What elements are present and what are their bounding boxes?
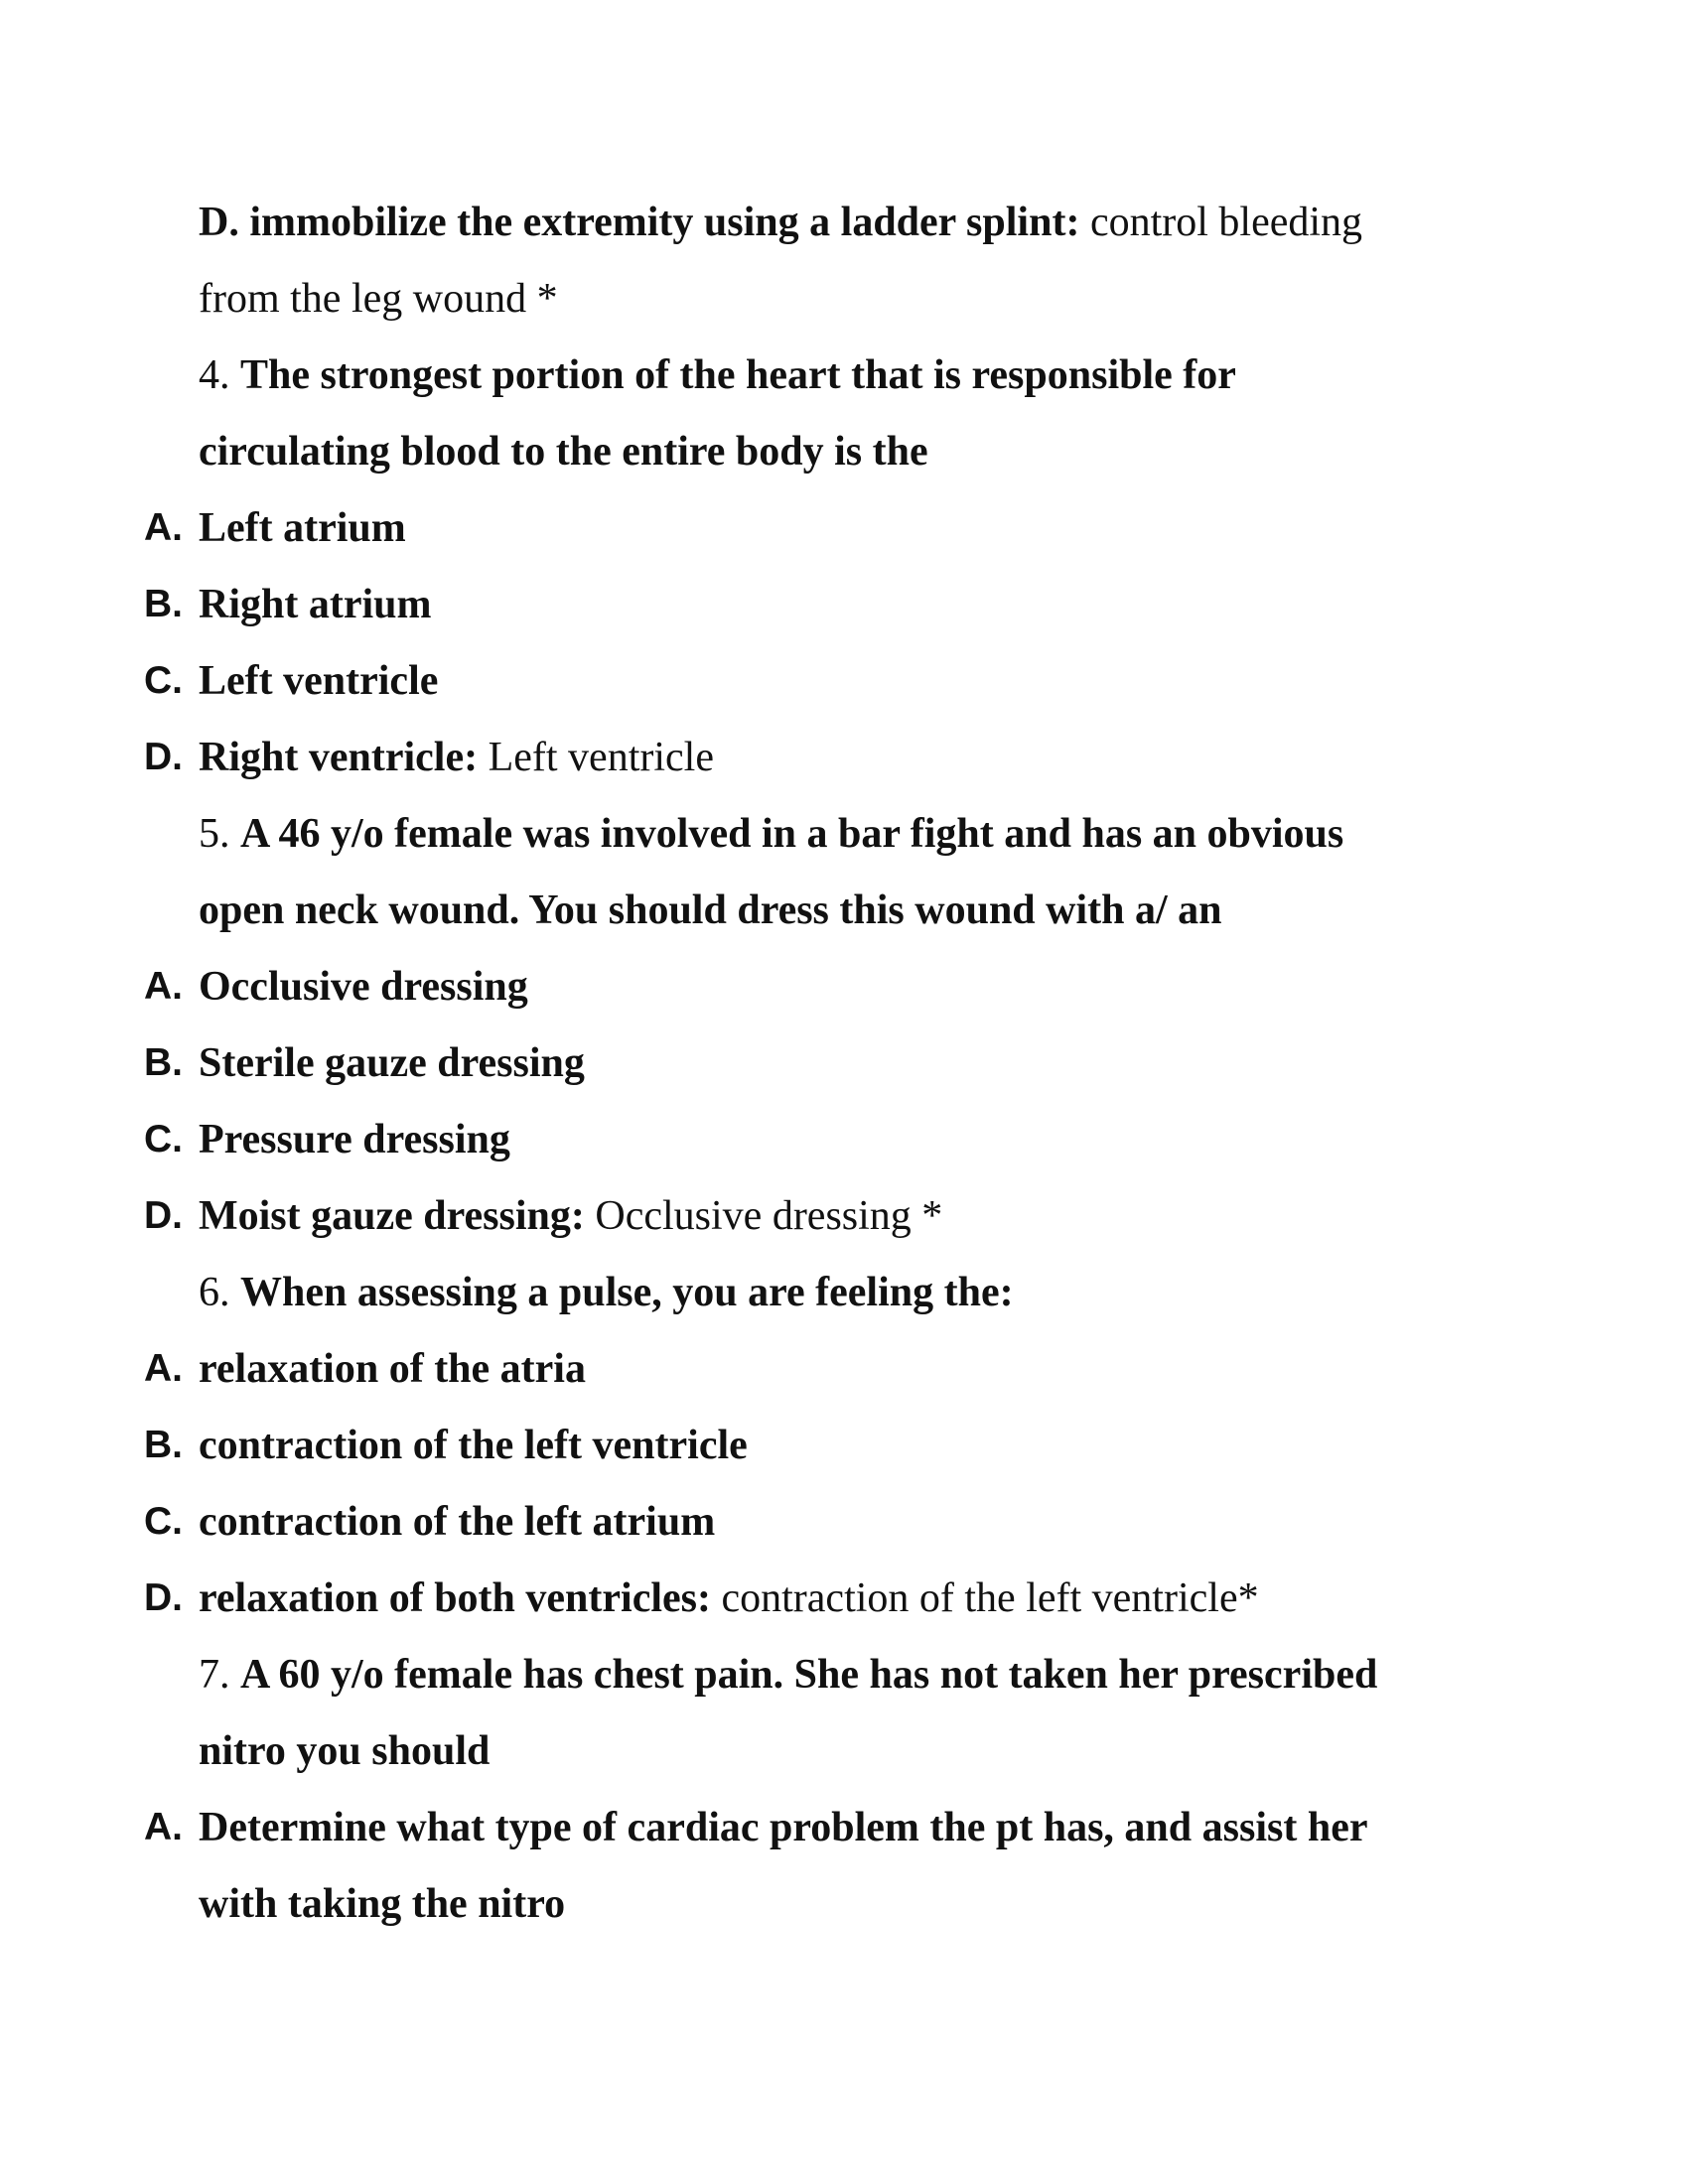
- option-letter: C.: [144, 659, 183, 702]
- question-6-stem: [199, 1267, 1014, 1318]
- prev-answer-line2: from the leg wound *: [199, 276, 558, 322]
- option-text: Left ventricle: [199, 658, 439, 704]
- answer-text: contraction of the left ventricle*: [721, 1575, 1259, 1621]
- prev-option-d: [199, 197, 1362, 248]
- option-letter: A.: [144, 1806, 183, 1848]
- question-stem-line1: When assessing a pulse, you are feeling the:: [240, 1270, 1014, 1315]
- question-5-stem: [199, 808, 1343, 860]
- option-letter: D.: [144, 736, 183, 778]
- question-stem-line2: circulating blood to the entire body is the: [199, 429, 928, 475]
- question-4-stem: [199, 349, 1236, 401]
- option-text: contraction of the left atrium: [199, 1499, 716, 1545]
- question-number: 7.: [199, 1652, 230, 1698]
- option-letter: A.: [144, 1347, 183, 1390]
- answer-text: Left ventricle: [488, 735, 714, 780]
- option-with-answer: [199, 1572, 1259, 1624]
- question-7-stem: [199, 1649, 1377, 1701]
- option-text: Occlusive dressing: [199, 964, 528, 1010]
- prev-answer-line1: control bleeding: [1089, 200, 1363, 245]
- option-text: Right atrium: [199, 582, 432, 627]
- question-stem-line2: nitro you should: [199, 1728, 491, 1774]
- prev-option-d-letter: D.: [199, 200, 239, 245]
- option-text: contraction of the left ventricle: [199, 1423, 748, 1468]
- option-letter: D.: [144, 1576, 183, 1619]
- question-number: 4.: [199, 352, 230, 398]
- option-letter: B.: [144, 583, 183, 625]
- question-stem-line1: A 46 y/o female was involved in a bar fight and has an obvious: [240, 811, 1344, 857]
- option-letter: B.: [144, 1424, 183, 1466]
- option-text: Left atrium: [199, 505, 406, 551]
- question-number: 5.: [199, 811, 230, 857]
- option-with-answer: [199, 732, 714, 783]
- prev-option-d-text: immobilize the extremity using a ladder splint:: [249, 200, 1080, 245]
- option-letter: C.: [144, 1118, 183, 1160]
- option-text: Moist gauze dressing:: [199, 1193, 585, 1239]
- option-text-line2: with taking the nitro: [199, 1881, 566, 1927]
- option-letter: D.: [144, 1194, 183, 1237]
- option-text: Pressure dressing: [199, 1117, 510, 1162]
- question-stem-line1: A 60 y/o female has chest pain. She has not taken her prescribed: [240, 1652, 1378, 1698]
- option-text: Sterile gauze dressing: [199, 1040, 585, 1086]
- answer-text: Occlusive dressing *: [595, 1193, 943, 1239]
- question-number: 6.: [199, 1270, 230, 1315]
- option-text-line1: Determine what type of cardiac problem the pt has, and assist her: [199, 1805, 1368, 1850]
- option-with-answer: [199, 1190, 942, 1242]
- option-letter: C.: [144, 1500, 183, 1543]
- option-text: Right ventricle:: [199, 735, 479, 780]
- question-stem-line1: The strongest portion of the heart that is responsible for: [240, 352, 1236, 398]
- option-letter: A.: [144, 506, 183, 549]
- option-text: relaxation of both ventricles:: [199, 1575, 711, 1621]
- option-text: relaxation of the atria: [199, 1346, 586, 1392]
- question-stem-line2: open neck wound. You should dress this wound with a/ an: [199, 887, 1222, 933]
- option-letter: B.: [144, 1041, 183, 1084]
- option-letter: A.: [144, 965, 183, 1008]
